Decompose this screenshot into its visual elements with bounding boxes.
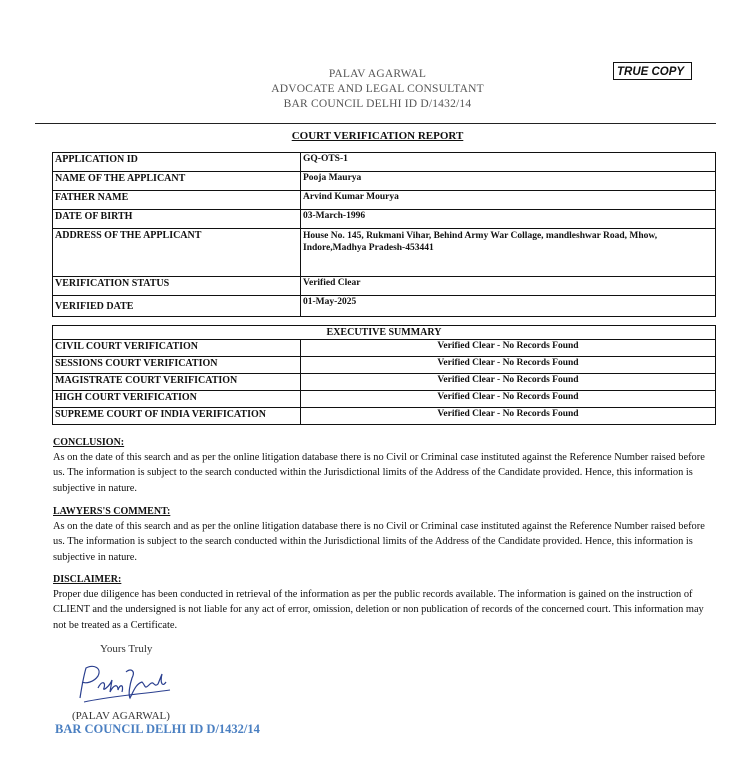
- table-row: [53, 391, 716, 408]
- true-copy-stamp: TRUE COPY: [613, 62, 692, 80]
- detail-value: Verified Clear: [301, 277, 716, 296]
- table-row: [53, 229, 716, 277]
- advocate-name: PALAV AGARWAL: [328, 68, 427, 80]
- table-row: [53, 374, 716, 391]
- detail-value: 03-March-1996: [301, 210, 716, 229]
- table-row: [53, 357, 716, 374]
- detail-label: ADDRESS OF THE APPLICANT: [53, 229, 301, 277]
- executive-summary-table: [52, 325, 716, 425]
- summary-label: SUPREME COURT OF INDIA VERIFICATION: [53, 408, 301, 425]
- detail-value: House No. 145, Rukmani Vihar, Behind Army War Collage, mandleshwar Road, Mhow, Indore,Madhya Pradesh-453441: [301, 229, 716, 277]
- detail-value: 01-May-2025: [301, 296, 716, 317]
- conclusion-section: [53, 435, 705, 496]
- table-row: [53, 210, 716, 229]
- conclusion-heading: CONCLUSION:: [53, 437, 125, 448]
- detail-label: VERIFIED DATE: [53, 296, 301, 317]
- advocate-bar-id: BAR COUNCIL DELHI ID D/1432/14: [283, 98, 472, 110]
- summary-title: EXECUTIVE SUMMARY: [53, 326, 716, 340]
- disclaimer-section: [53, 572, 705, 633]
- applicant-details-table: [52, 152, 716, 317]
- summary-value: Verified Clear - No Records Found: [301, 408, 716, 425]
- header-divider: [35, 123, 716, 124]
- detail-label: DATE OF BIRTH: [53, 210, 301, 229]
- disclaimer-heading: DISCLAIMER:: [53, 574, 122, 585]
- summary-label: CIVIL COURT VERIFICATION: [53, 340, 301, 357]
- summary-value: Verified Clear - No Records Found: [301, 340, 716, 357]
- closing-text: Yours Truly: [100, 643, 153, 655]
- detail-value: Arvind Kumar Mourya: [301, 191, 716, 210]
- lawyers-comment-heading: LAWYERS'S COMMENT:: [53, 506, 171, 517]
- signature-image: [72, 660, 182, 710]
- table-row: [53, 191, 716, 210]
- signatory-name: (PALAV AGARWAL): [72, 710, 170, 722]
- summary-label: SESSIONS COURT VERIFICATION: [53, 357, 301, 374]
- summary-label: HIGH COURT VERIFICATION: [53, 391, 301, 408]
- disclaimer-text: Proper due diligence has been conducted in retrieval of the information as per the public records available. The information is gained on the instruction of CLIENT and the undersigned is not liable for any act of error, omission, deletion or non publication of records of the concerned court. This information may not be treated as a Certificate.: [53, 589, 704, 631]
- table-row: [53, 408, 716, 425]
- summary-value: Verified Clear - No Records Found: [301, 391, 716, 408]
- detail-value: Pooja Maurya: [301, 172, 716, 191]
- detail-value: GQ-OTS-1: [301, 153, 716, 172]
- signatory-bar-id: BAR COUNCIL DELHI ID D/1432/14: [55, 722, 260, 736]
- summary-label: MAGISTRATE COURT VERIFICATION: [53, 374, 301, 391]
- table-row: [53, 153, 716, 172]
- lawyers-comment-text: As on the date of this search and as per the online litigation database there is no Civil or Criminal case instituted against the Reference Number raised before us. The information is subject to the search conducted within the Jurisdictional limits of the Address of the Candidate provided. Hence, this information is subjective in nature.: [53, 521, 705, 563]
- detail-label: NAME OF THE APPLICANT: [53, 172, 301, 191]
- detail-label: VERIFICATION STATUS: [53, 277, 301, 296]
- summary-value: Verified Clear - No Records Found: [301, 357, 716, 374]
- report-title: COURT VERIFICATION REPORT: [291, 130, 464, 142]
- summary-value: Verified Clear - No Records Found: [301, 374, 716, 391]
- table-row: [53, 172, 716, 191]
- summary-title-row: [53, 326, 716, 340]
- detail-label: APPLICATION ID: [53, 153, 301, 172]
- detail-label: FATHER NAME: [53, 191, 301, 210]
- conclusion-text: As on the date of this search and as per the online litigation database there is no Civil or Criminal case instituted against the Reference Number raised before us. The information is subject to the search conducted within the Jurisdictional limits of the Address of the Candidate provided. Hence, this information is subjective in nature.: [53, 452, 705, 494]
- lawyers-comment-section: [53, 504, 705, 565]
- table-row: [53, 277, 716, 296]
- table-row: [53, 296, 716, 317]
- table-row: [53, 340, 716, 357]
- advocate-designation: ADVOCATE AND LEGAL CONSULTANT: [271, 83, 484, 95]
